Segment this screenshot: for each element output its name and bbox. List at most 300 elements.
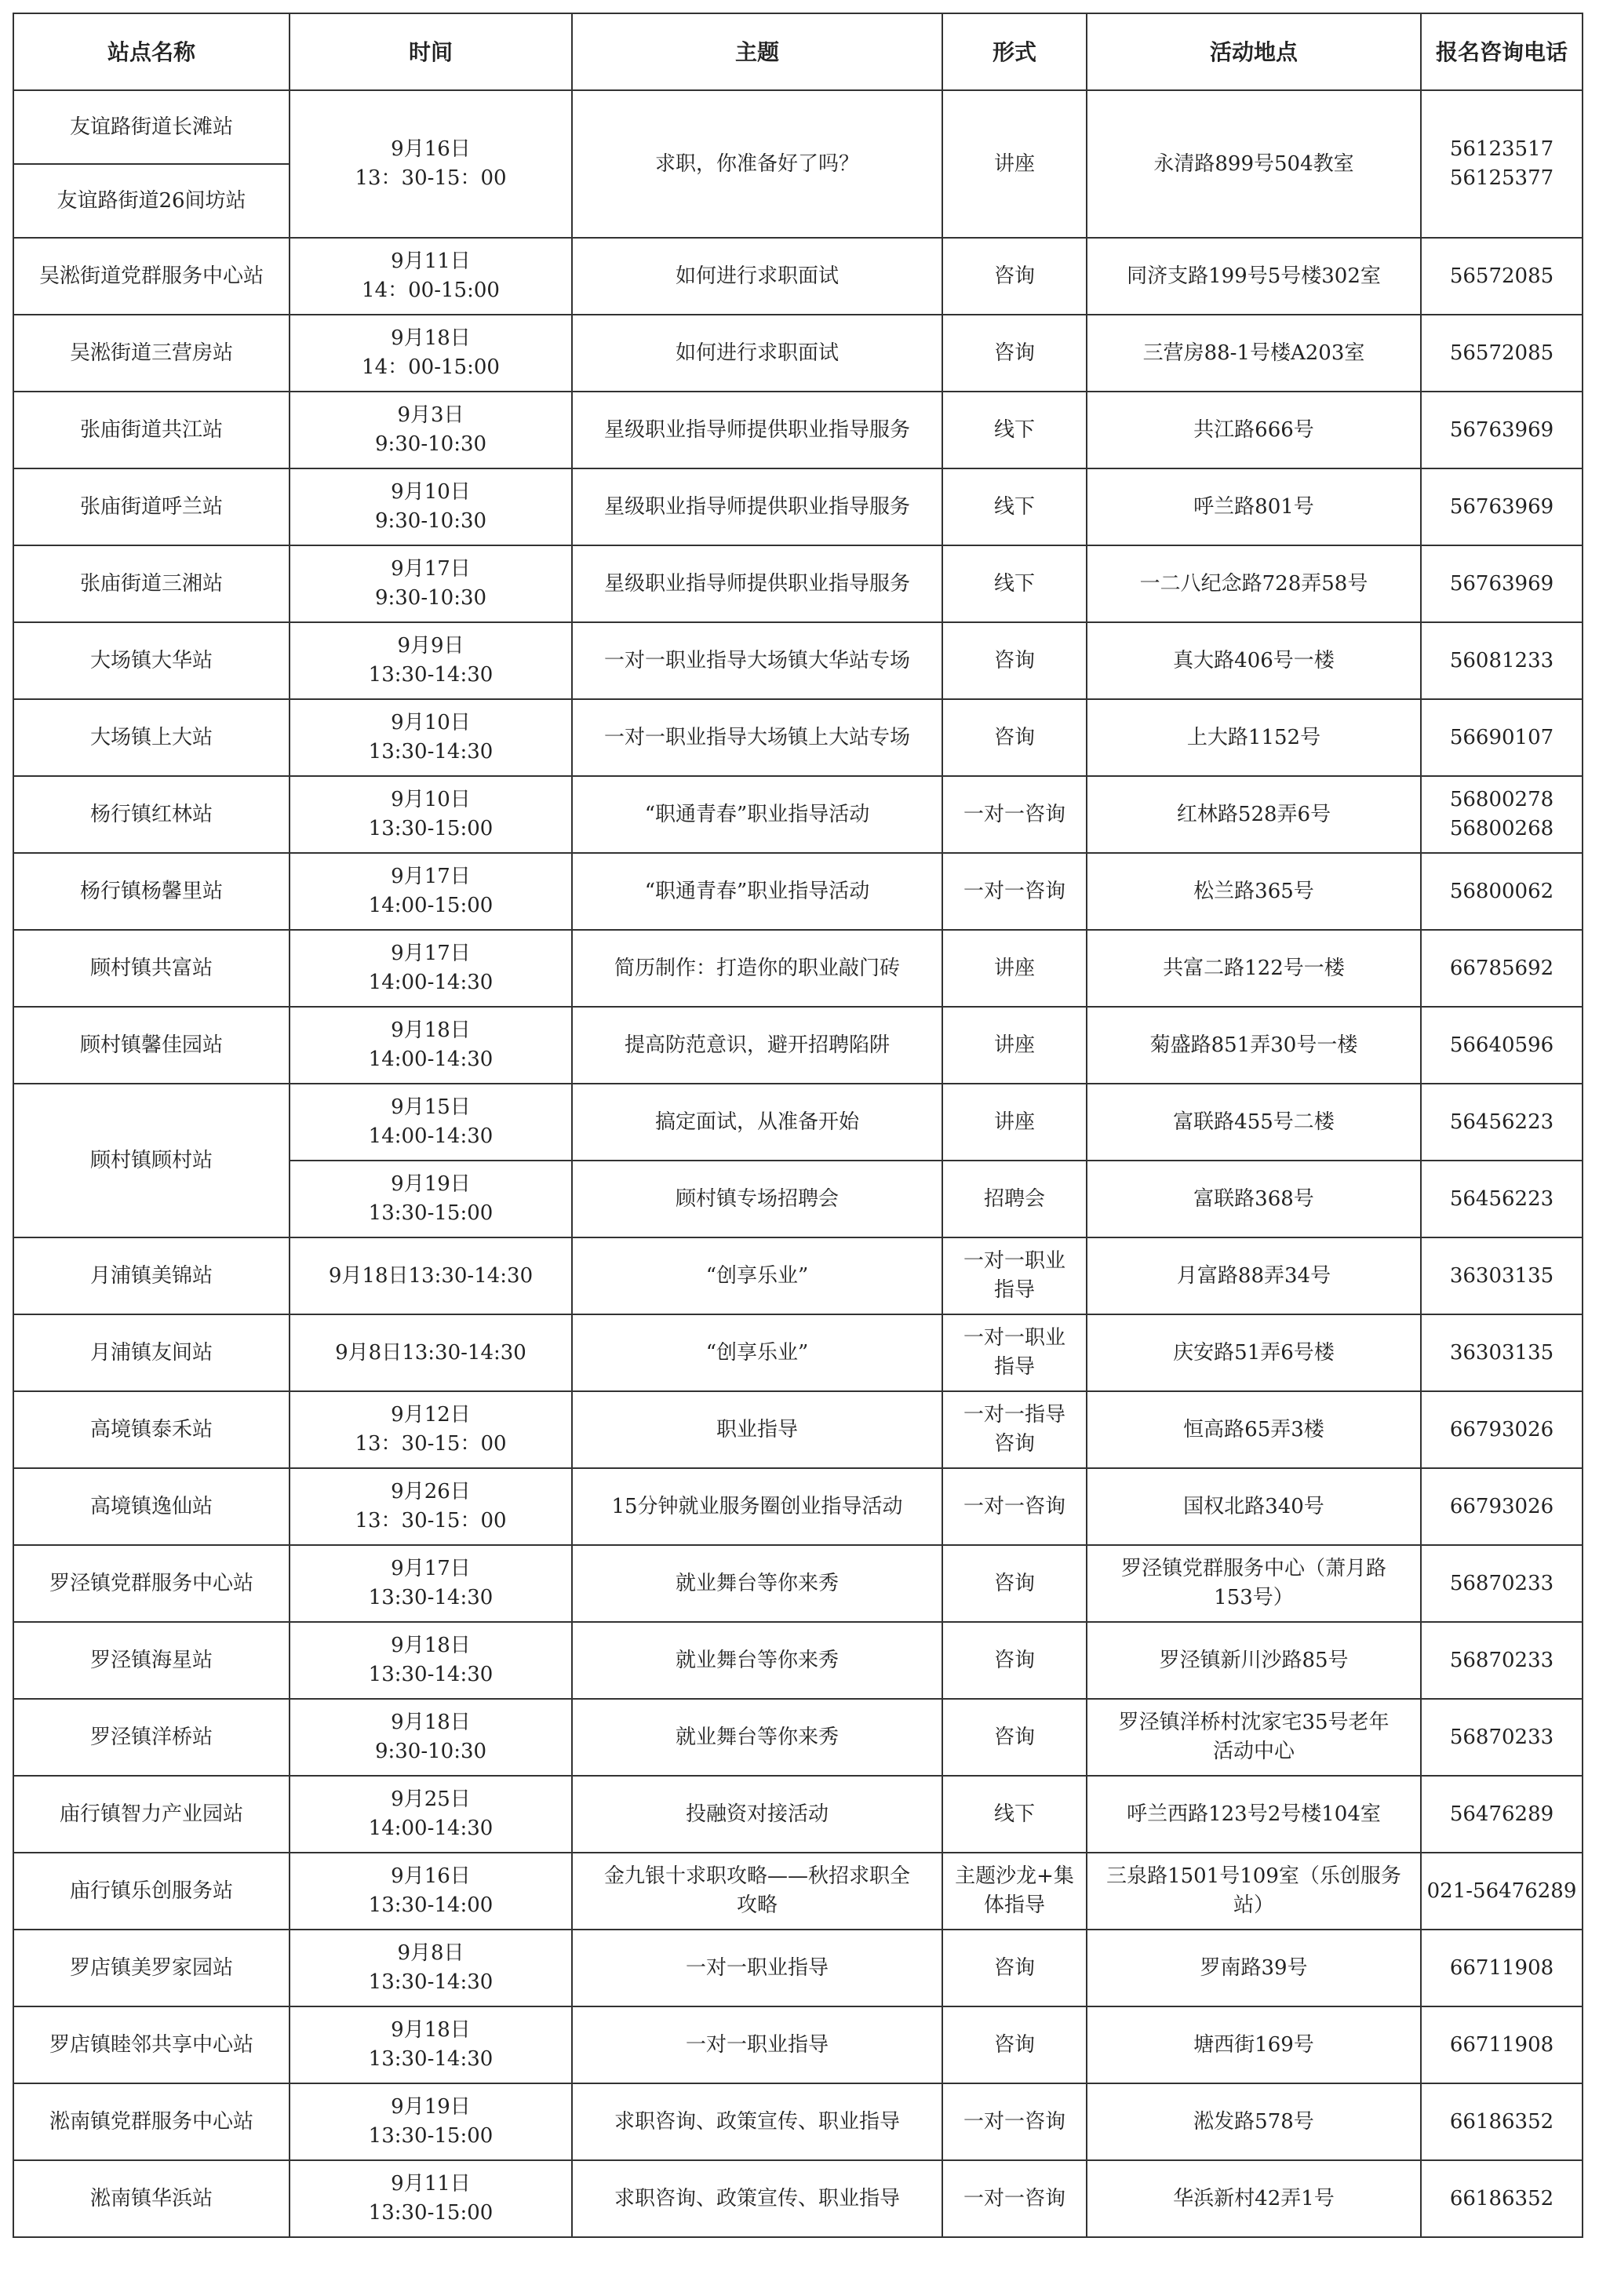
phone-cell: [1421, 1007, 1583, 1084]
phone-cell: [1421, 238, 1583, 315]
format-cell: [942, 2006, 1087, 2083]
cell-line: 体指导: [983, 1893, 1045, 1917]
cell-line: 顾村镇专场招聘会: [675, 1186, 839, 1211]
cell-line: 9:30-10:30: [374, 586, 487, 610]
format-cell: [942, 90, 1087, 238]
cell-line: 9月10日: [391, 788, 471, 811]
cell-line: 9:30-10:30: [374, 1740, 487, 1763]
cell-line: 招聘会: [983, 1186, 1045, 1211]
location-cell: [1087, 1314, 1421, 1391]
phone-cell: [1421, 2160, 1583, 2237]
format-cell: [942, 2160, 1087, 2237]
cell-line: 恒高路65弄3楼: [1183, 1417, 1324, 1441]
cell-line: 56800268: [1449, 817, 1554, 840]
table-row: [13, 2006, 1583, 2083]
cell-line: 三营房88-1号楼A203室: [1142, 341, 1365, 365]
site-name-cell: 杨行镇杨馨里站: [13, 853, 290, 930]
cell-line: 021-56476289: [1426, 1879, 1577, 1903]
time-cell: [290, 90, 572, 238]
cell-line: 松兰路365号: [1193, 879, 1314, 903]
cell-line: 讲座: [993, 1110, 1035, 1134]
location-cell: [1087, 2083, 1421, 2160]
cell-line: 咨询: [993, 1571, 1035, 1595]
site-name-cell: 庙行镇乐创服务站: [13, 1853, 290, 1930]
header-topic: 主题: [572, 13, 942, 90]
cell-line: 罗泾镇洋桥村沈家宅35号老年: [1118, 1711, 1390, 1734]
cell-line: 星级职业指导师提供职业指导服务: [603, 417, 910, 442]
table-row: [13, 1545, 1583, 1622]
cell-line: 56870233: [1449, 1725, 1554, 1749]
cell-line: 9月9日: [397, 634, 464, 658]
cell-line: 66711908: [1449, 2032, 1554, 2057]
cell-line: 56456223: [1449, 1110, 1554, 1134]
cell-line: 指导: [993, 1278, 1035, 1302]
table-row: [13, 1084, 1583, 1161]
cell-line: 如何进行求职面试: [675, 264, 839, 288]
location-cell: [1087, 1007, 1421, 1084]
phone-cell: [1421, 1930, 1583, 2006]
time-cell: [290, 392, 572, 468]
cell-line: 9:30-10:30: [374, 432, 487, 456]
topic-cell: [572, 392, 942, 468]
site-name-cell: 庙行镇智力产业园站: [13, 1776, 290, 1853]
time-cell: [290, 1391, 572, 1468]
site-name-cell: 月浦镇友间站: [13, 1314, 290, 1391]
cell-line: 14:00-14:30: [368, 971, 494, 994]
phone-cell: [1421, 1545, 1583, 1622]
table-row: [13, 1007, 1583, 1084]
location-cell: [1087, 2006, 1421, 2083]
site-name-cell: 顾村镇顾村站: [13, 1084, 290, 1237]
site-name-cell: 高境镇逸仙站: [13, 1468, 290, 1545]
cell-line: 13:30-14:30: [368, 740, 494, 764]
header-time: 时间: [290, 13, 572, 90]
cell-line: 提高防范意识，避开招聘陷阱: [624, 1033, 890, 1057]
cell-line: 线下: [993, 571, 1035, 596]
cell-line: 13：30-15：00: [355, 1432, 507, 1456]
table-row: [13, 1468, 1583, 1545]
cell-line: 咨询: [993, 1725, 1035, 1749]
cell-line: 永清路899号504教室: [1153, 151, 1354, 176]
time-cell: [290, 1237, 572, 1314]
cell-line: 9月8日13:30-14:30: [335, 1340, 526, 1365]
cell-line: 咨询: [993, 1648, 1035, 1672]
cell-line: “创享乐业”: [705, 1263, 809, 1288]
cell-line: 金九银十求职攻略——秋招求职全: [603, 1864, 910, 1888]
location-cell: [1087, 392, 1421, 468]
cell-line: 14：00-15:00: [362, 279, 500, 302]
topic-cell: [572, 1237, 942, 1314]
cell-line: 9月18日: [391, 326, 471, 350]
topic-cell: [572, 699, 942, 776]
cell-line: 一对一职业指导大场镇大华站专场: [603, 648, 910, 672]
table-row: [13, 392, 1583, 468]
topic-cell: [572, 545, 942, 622]
cell-line: 职业指导: [716, 1417, 798, 1441]
cell-line: 塘西街169号: [1193, 2032, 1314, 2057]
location-cell: [1087, 1237, 1421, 1314]
phone-cell: [1421, 468, 1583, 545]
cell-line: 14:00-15:00: [368, 894, 494, 917]
cell-line: 呼兰路801号: [1193, 494, 1314, 519]
site-name-cell: 大场镇上大站: [13, 699, 290, 776]
cell-line: 罗南路39号: [1200, 1955, 1308, 1980]
format-cell: [942, 1084, 1087, 1161]
site-name-cell: 大场镇大华站: [13, 622, 290, 699]
cell-line: 搞定面试，从准备开始: [654, 1110, 859, 1134]
format-cell: [942, 545, 1087, 622]
cell-line: 9月8日: [397, 1941, 464, 1965]
time-cell: [290, 2083, 572, 2160]
cell-line: 66186352: [1449, 2186, 1554, 2210]
cell-line: 一对一职业指导: [685, 2032, 829, 2057]
site-name-cell: 张庙街道呼兰站: [13, 468, 290, 545]
location-cell: [1087, 930, 1421, 1007]
cell-line: 9月18日: [391, 1634, 471, 1657]
cell-line: 9月16日: [391, 137, 471, 161]
format-cell: [942, 392, 1087, 468]
cell-line: 56456223: [1449, 1186, 1554, 1211]
cell-line: 线下: [993, 417, 1035, 442]
cell-line: 13:30-15:00: [368, 2124, 494, 2148]
site-name-cell: 罗泾镇海星站: [13, 1622, 290, 1699]
time-cell: [290, 1084, 572, 1161]
cell-line: 9月11日: [391, 250, 471, 273]
time-cell: [290, 315, 572, 392]
format-cell: [942, 1314, 1087, 1391]
site-name-cell: 张庙街道共江站: [13, 392, 290, 468]
location-cell: [1087, 315, 1421, 392]
cell-line: 9月17日: [391, 557, 471, 581]
cell-line: 56123517: [1449, 137, 1554, 161]
table-row: [13, 622, 1583, 699]
location-cell: [1087, 1776, 1421, 1853]
topic-cell: [572, 1699, 942, 1776]
format-cell: [942, 1007, 1087, 1084]
site-name-cell: 淞南镇华浜站: [13, 2160, 290, 2237]
cell-line: 上大路1152号: [1186, 725, 1321, 749]
cell-line: 就业舞台等你来秀: [675, 1571, 839, 1595]
cell-line: 一对一职业: [963, 1249, 1065, 1273]
cell-line: 富联路368号: [1193, 1186, 1314, 1211]
table-row: [13, 545, 1583, 622]
cell-line: 9月18日: [391, 1711, 471, 1734]
location-cell: [1087, 1930, 1421, 2006]
site-name-cell: 吴淞街道党群服务中心站: [13, 238, 290, 315]
cell-line: 罗泾镇新川沙路85号: [1159, 1648, 1349, 1672]
format-cell: [942, 468, 1087, 545]
cell-line: 活动中心: [1212, 1740, 1295, 1763]
table-row: [13, 1314, 1583, 1391]
cell-line: 一二八纪念路728弄58号: [1139, 571, 1368, 596]
table-row: [13, 1853, 1583, 1930]
location-cell: [1087, 90, 1421, 238]
location-cell: [1087, 1699, 1421, 1776]
cell-line: 菊盛路851弄30号一楼: [1149, 1033, 1358, 1057]
cell-line: 淞发路578号: [1193, 2109, 1314, 2134]
cell-line: 一对一咨询: [963, 2109, 1065, 2134]
cell-line: 一对一咨询: [963, 2186, 1065, 2210]
cell-line: 华浜新村42弄1号: [1173, 2186, 1335, 2210]
cell-line: 三泉路1501号109室（乐创服务: [1106, 1864, 1401, 1888]
cell-line: “职通青春”职业指导活动: [644, 802, 870, 826]
cell-line: 14:00-14:30: [368, 1048, 494, 1071]
topic-cell: [572, 2160, 942, 2237]
table-row: [13, 2160, 1583, 2237]
cell-line: 14：00-15:00: [362, 355, 500, 379]
location-cell: [1087, 622, 1421, 699]
cell-line: 9月17日: [391, 865, 471, 888]
header-location: 活动地点: [1087, 13, 1421, 90]
phone-cell: [1421, 545, 1583, 622]
cell-line: 咨询: [993, 1955, 1035, 1980]
time-cell: [290, 2006, 572, 2083]
format-cell: [942, 1237, 1087, 1314]
cell-line: 9月17日: [391, 1557, 471, 1580]
time-cell: [290, 238, 572, 315]
phone-cell: [1421, 930, 1583, 1007]
cell-line: 56763969: [1449, 494, 1554, 519]
cell-line: 红林路528弄6号: [1176, 802, 1331, 826]
format-cell: [942, 1853, 1087, 1930]
topic-cell: [572, 1622, 942, 1699]
site-name-cell: 月浦镇美锦站: [13, 1237, 290, 1314]
cell-line: 13:30-14:30: [368, 2047, 494, 2071]
cell-line: 15分钟就业服务圈创业指导活动: [611, 1494, 903, 1518]
cell-line: 如何进行求职面试: [675, 341, 839, 365]
cell-line: 共江路666号: [1193, 417, 1314, 442]
format-cell: [942, 622, 1087, 699]
cell-line: 讲座: [993, 1033, 1035, 1057]
topic-cell: [572, 930, 942, 1007]
cell-line: 求职咨询、政策宣传、职业指导: [614, 2109, 900, 2134]
time-cell: [290, 1930, 572, 2006]
table-row: [13, 1776, 1583, 1853]
cell-line: 13:30-14:30: [368, 1586, 494, 1609]
format-cell: [942, 1699, 1087, 1776]
table-row: [13, 468, 1583, 545]
cell-line: 庆安路51弄6号楼: [1173, 1340, 1335, 1365]
table-row: [13, 1699, 1583, 1776]
cell-line: 66793026: [1449, 1417, 1554, 1441]
cell-line: 9月15日: [391, 1095, 471, 1119]
location-cell: [1087, 853, 1421, 930]
format-cell: [942, 1391, 1087, 1468]
cell-line: 9:30-10:30: [374, 509, 487, 533]
cell-line: 9月19日: [391, 1172, 471, 1196]
format-cell: [942, 1622, 1087, 1699]
cell-line: 一对一职业: [963, 1326, 1065, 1350]
cell-line: 36303135: [1449, 1263, 1554, 1288]
table-row: [13, 699, 1583, 776]
cell-line: 56640596: [1449, 1033, 1554, 1057]
cell-line: 9月16日: [391, 1864, 471, 1888]
time-cell: [290, 1314, 572, 1391]
cell-line: 56081233: [1449, 648, 1554, 672]
location-cell: [1087, 699, 1421, 776]
topic-cell: [572, 468, 942, 545]
phone-cell: [1421, 853, 1583, 930]
time-cell: [290, 1545, 572, 1622]
time-cell: [290, 468, 572, 545]
cell-line: 9月25日: [391, 1788, 471, 1811]
cell-line: 13:30-14:30: [368, 1663, 494, 1686]
cell-line: “职通青春”职业指导活动: [644, 879, 870, 903]
time-cell: [290, 1699, 572, 1776]
format-cell: [942, 699, 1087, 776]
cell-line: 56870233: [1449, 1648, 1554, 1672]
phone-cell: [1421, 1237, 1583, 1314]
cell-line: 13：30-15：00: [355, 1509, 507, 1532]
cell-line: 富联路455号二楼: [1173, 1110, 1335, 1134]
time-cell: [290, 1853, 572, 1930]
location-cell: [1087, 1545, 1421, 1622]
activity-schedule-table: [13, 13, 1583, 2238]
topic-cell: [572, 1084, 942, 1161]
cell-line: 一对一咨询: [963, 802, 1065, 826]
cell-line: 投融资对接活动: [685, 1802, 829, 1826]
location-cell: [1087, 545, 1421, 622]
site-name-cell: 顾村镇馨佳园站: [13, 1007, 290, 1084]
cell-line: 56476289: [1449, 1802, 1554, 1826]
location-cell: [1087, 1468, 1421, 1545]
time-cell: [290, 2160, 572, 2237]
cell-line: 简历制作：打造你的职业敲门砖: [614, 956, 900, 980]
site-name-cell: 淞南镇党群服务中心站: [13, 2083, 290, 2160]
cell-line: 9月18日: [391, 1019, 471, 1042]
topic-cell: [572, 622, 942, 699]
cell-line: 9月18日: [391, 2018, 471, 2042]
header-site-name: 站点名称: [13, 13, 290, 90]
cell-line: 国权北路340号: [1183, 1494, 1324, 1518]
topic-cell: [572, 1007, 942, 1084]
table-row: [13, 1237, 1583, 1314]
cell-line: 星级职业指导师提供职业指导服务: [603, 571, 910, 596]
site-name-cell: 顾村镇共富站: [13, 930, 290, 1007]
phone-cell: [1421, 776, 1583, 853]
cell-line: 14:00-14:30: [368, 1817, 494, 1840]
cell-line: 求职咨询、政策宣传、职业指导: [614, 2186, 900, 2210]
time-cell: [290, 545, 572, 622]
time-cell: [290, 622, 572, 699]
site-name-cell: 友谊路街道长滩站: [13, 90, 290, 164]
topic-cell: [572, 90, 942, 238]
table-row: [13, 930, 1583, 1007]
site-name-cell: 友谊路街道26间坊站: [13, 164, 290, 238]
cell-line: 66793026: [1449, 1494, 1554, 1518]
topic-cell: [572, 1391, 942, 1468]
cell-line: 13:30-14:30: [368, 1970, 494, 1994]
table-header-row: [13, 13, 1583, 90]
cell-line: 66785692: [1449, 956, 1554, 980]
topic-cell: [572, 238, 942, 315]
time-cell: [290, 1468, 572, 1545]
format-cell: [942, 315, 1087, 392]
phone-cell: [1421, 315, 1583, 392]
header-phone: 报名咨询电话: [1421, 13, 1583, 90]
cell-line: 咨询: [993, 341, 1035, 365]
site-name-cell: 罗泾镇党群服务中心站: [13, 1545, 290, 1622]
phone-cell: [1421, 2006, 1583, 2083]
format-cell: [942, 1545, 1087, 1622]
phone-cell: [1421, 392, 1583, 468]
cell-line: 攻略: [736, 1893, 778, 1917]
format-cell: [942, 853, 1087, 930]
cell-line: 月富路88弄34号: [1176, 1263, 1331, 1288]
topic-cell: [572, 1776, 942, 1853]
cell-line: 56125377: [1449, 166, 1554, 190]
cell-line: 咨询: [993, 648, 1035, 672]
format-cell: [942, 1468, 1087, 1545]
cell-line: 咨询: [993, 1432, 1035, 1456]
location-cell: [1087, 1161, 1421, 1237]
cell-line: 56800278: [1449, 788, 1554, 811]
cell-line: 咨询: [993, 2032, 1035, 2057]
table-row: [13, 315, 1583, 392]
phone-cell: [1421, 1084, 1583, 1161]
location-cell: [1087, 2160, 1421, 2237]
cell-line: 共富二路122号一楼: [1163, 956, 1345, 980]
cell-line: 56690107: [1449, 725, 1554, 749]
cell-line: 13:30-15:00: [368, 2201, 494, 2225]
format-cell: [942, 2083, 1087, 2160]
cell-line: 呼兰西路123号2号楼104室: [1127, 1802, 1381, 1826]
cell-line: 9月3日: [397, 403, 464, 427]
format-cell: [942, 1776, 1087, 1853]
cell-line: 求职，你准备好了吗？: [654, 151, 859, 176]
time-cell: [290, 776, 572, 853]
format-cell: [942, 930, 1087, 1007]
cell-line: 56572085: [1449, 264, 1554, 288]
site-name-cell: 高境镇泰禾站: [13, 1391, 290, 1468]
cell-line: 罗泾镇党群服务中心（萧月路: [1120, 1557, 1386, 1580]
cell-line: 56763969: [1449, 571, 1554, 596]
location-cell: [1087, 1622, 1421, 1699]
location-cell: [1087, 468, 1421, 545]
site-name-cell: 吴淞街道三营房站: [13, 315, 290, 392]
table-row: [13, 90, 1583, 164]
table-row: [13, 2083, 1583, 2160]
phone-cell: [1421, 1468, 1583, 1545]
topic-cell: [572, 1314, 942, 1391]
cell-line: 9月12日: [391, 1403, 471, 1427]
cell-line: 讲座: [993, 956, 1035, 980]
time-cell: [290, 1161, 572, 1237]
cell-line: 讲座: [993, 151, 1035, 176]
time-cell: [290, 1776, 572, 1853]
cell-line: 56800062: [1449, 879, 1554, 903]
cell-line: 13:30-14:30: [368, 663, 494, 687]
cell-line: 星级职业指导师提供职业指导服务: [603, 494, 910, 519]
phone-cell: [1421, 2083, 1583, 2160]
cell-line: 56763969: [1449, 417, 1554, 442]
topic-cell: [572, 1545, 942, 1622]
table-row: [13, 1622, 1583, 1699]
cell-line: 一对一指导: [963, 1403, 1065, 1427]
phone-cell: [1421, 1853, 1583, 1930]
table-row: [13, 776, 1583, 853]
site-name-cell: 罗店镇美罗家园站: [13, 1930, 290, 2006]
cell-line: 66186352: [1449, 2109, 1554, 2134]
table-row: [13, 853, 1583, 930]
cell-line: 66711908: [1449, 1955, 1554, 1980]
cell-line: 站）: [1233, 1893, 1274, 1917]
cell-line: 36303135: [1449, 1340, 1554, 1365]
time-cell: [290, 699, 572, 776]
topic-cell: [572, 1930, 942, 2006]
phone-cell: [1421, 1776, 1583, 1853]
cell-line: 14:00-14:30: [368, 1124, 494, 1148]
